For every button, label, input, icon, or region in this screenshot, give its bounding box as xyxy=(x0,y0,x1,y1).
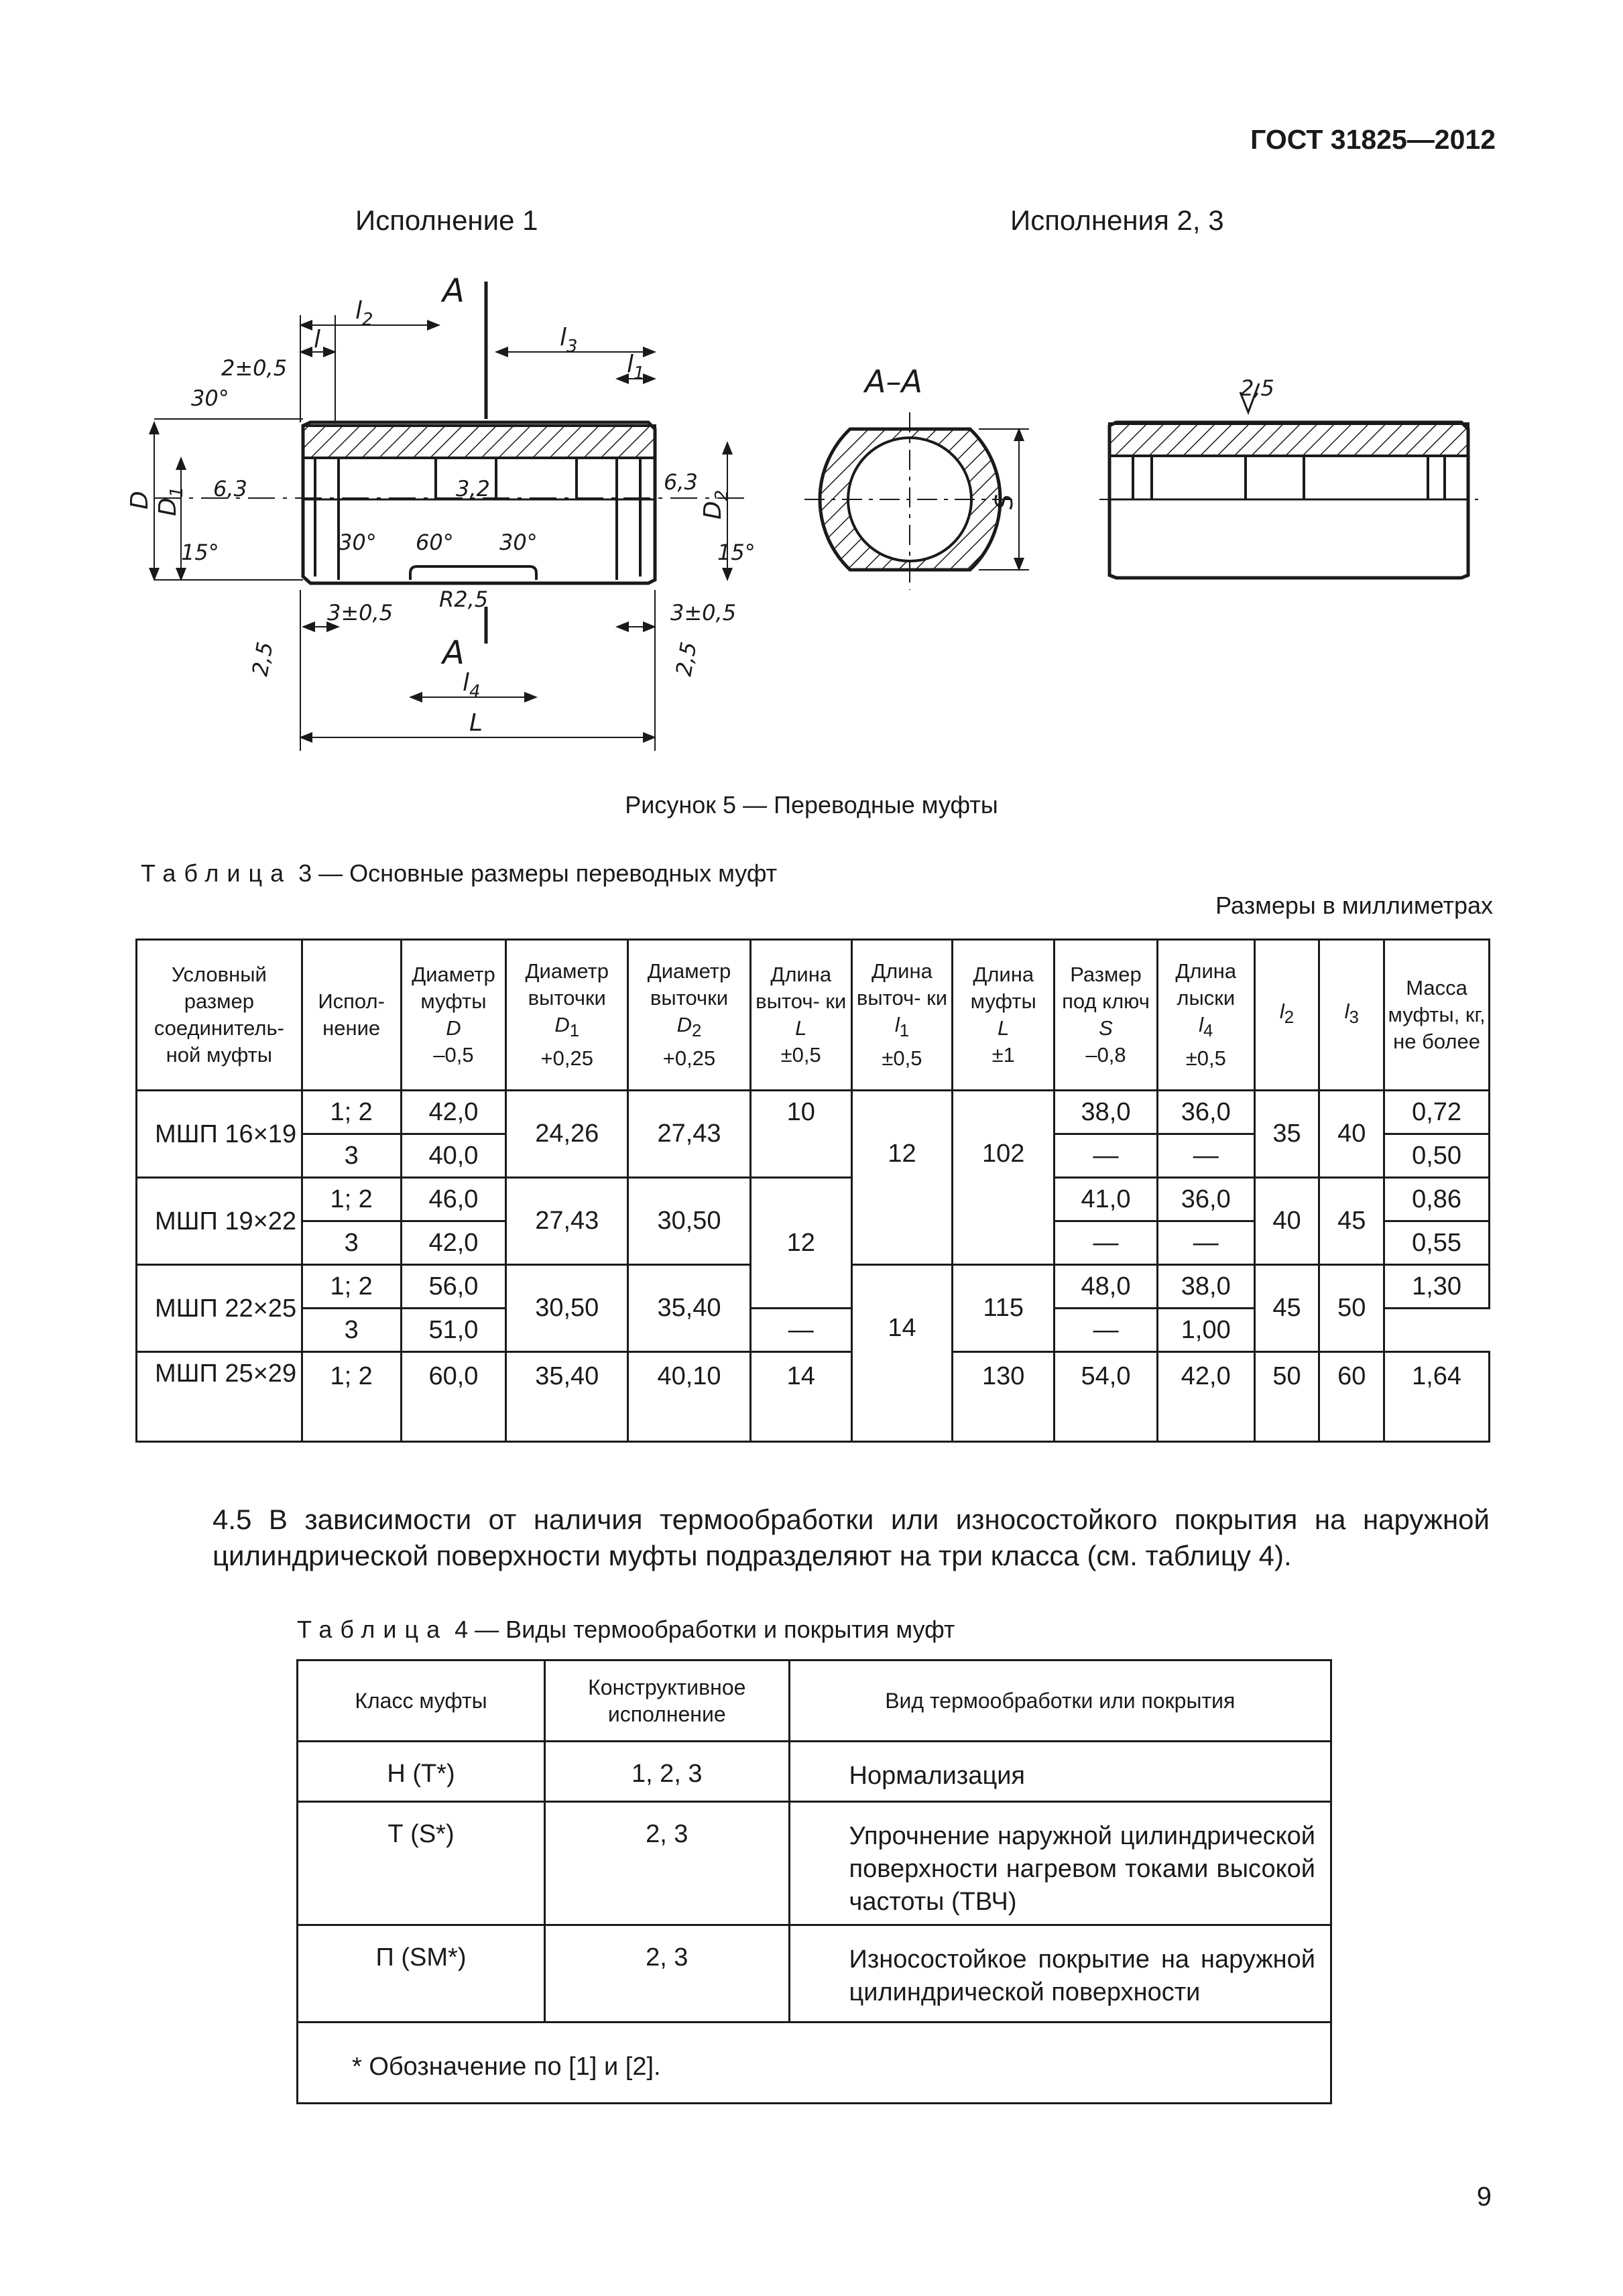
mass-cell: 1,30 xyxy=(1384,1265,1490,1309)
th-size: Условный размер соединитель- ной муфты xyxy=(137,940,302,1091)
variant-1-drawing xyxy=(154,282,751,751)
dim-l3: $l_3$ xyxy=(560,324,578,357)
roughness-32: 3,2 xyxy=(456,476,490,501)
th-lv: Длина выточ- ки L ±0,5 xyxy=(750,940,851,1091)
th-l2: $l_2$ xyxy=(1254,940,1319,1091)
th-l3: $l_3$ xyxy=(1319,940,1384,1091)
l4-cell: — xyxy=(1157,1221,1254,1265)
lv-cell: 14 xyxy=(750,1352,851,1442)
s-cell: 54,0 xyxy=(1055,1352,1158,1442)
size-cell: МШП 16×19 xyxy=(137,1091,302,1178)
len-cell: 102 xyxy=(953,1091,1055,1265)
dim-radius: R2,5 xyxy=(439,587,489,612)
d2-cell: 30,50 xyxy=(628,1178,751,1265)
l4-cell: 36,0 xyxy=(1157,1091,1254,1134)
roughness-25-top: 2,5 xyxy=(1240,375,1274,401)
l4-cell: — xyxy=(1055,1309,1158,1352)
dim-L: L xyxy=(469,709,483,737)
th-kind: Вид термообработки или покрытия xyxy=(789,1660,1331,1742)
lv-cell: 12 xyxy=(750,1178,851,1309)
kind-cell: Износостойкое покрытие на наружной цилиндрической поверхности xyxy=(789,1925,1331,2022)
class-cell: Н (T*) xyxy=(298,1742,545,1802)
d2-cell: 35,40 xyxy=(628,1265,751,1352)
table4-footnote-row xyxy=(298,2022,1331,2104)
th-class: Класс муфты xyxy=(298,1660,545,1742)
dim-angle-30-b: 30° xyxy=(499,530,538,555)
table3-units: Размеры в миллиметрах xyxy=(1215,892,1493,919)
section-label: А–А xyxy=(865,363,922,400)
d1-cell: 24,26 xyxy=(506,1091,628,1178)
d-cell: 60,0 xyxy=(401,1352,506,1442)
th-l4: Длина лыски $l_4$ ±0,5 xyxy=(1157,940,1254,1091)
s-cell: — xyxy=(1055,1221,1158,1265)
l4-cell: 36,0 xyxy=(1157,1178,1254,1221)
dim-D1: $D_1$ xyxy=(154,486,187,516)
len-cell: 130 xyxy=(953,1352,1055,1442)
th-mass: Масса муфты, кг, не более xyxy=(1384,940,1490,1091)
d1-cell: 35,40 xyxy=(506,1352,628,1442)
d2-cell: 40,10 xyxy=(628,1352,751,1442)
paragraph-4-5: 4.5 В зависимости от наличия термообработки или износостойкого покрытия на наружной цилиндрической поверхности муфты подразделяют на три класса (см. таблицу 4). xyxy=(213,1504,1490,1571)
l2-cell: 45 xyxy=(1254,1265,1319,1352)
top-wall-hatch xyxy=(303,426,655,458)
dim-angle-15-right: 15° xyxy=(717,540,756,565)
roughness-25-left: 2,5 xyxy=(247,640,278,678)
th-d1: Диаметр выточки $D_1$ +0,25 xyxy=(506,940,628,1091)
d1-cell: 27,43 xyxy=(506,1178,628,1265)
th-d: Диаметр муфты D –0,5 xyxy=(401,940,506,1091)
s-cell: — xyxy=(750,1309,851,1352)
class-cell: Т (S*) xyxy=(298,1802,545,1925)
l2-cell: 50 xyxy=(1254,1352,1319,1442)
table-row xyxy=(137,1352,1490,1442)
s-cell: — xyxy=(1055,1134,1158,1178)
len-cell: 115 xyxy=(953,1265,1055,1352)
roughness-63-left: 6,3 xyxy=(213,476,247,501)
l1-cell: 12 xyxy=(851,1091,953,1265)
d1-cell: 30,50 xyxy=(506,1265,628,1352)
l4-cell: 42,0 xyxy=(1157,1352,1254,1442)
dim-l4: $l_4$ xyxy=(463,669,481,702)
l3-cell: 60 xyxy=(1319,1352,1384,1442)
design-cell: 1, 2, 3 xyxy=(545,1742,790,1802)
design-cell: 2, 3 xyxy=(545,1925,790,2022)
mass-cell: 0,86 xyxy=(1384,1178,1490,1221)
dim-l2: $l_2$ xyxy=(355,297,373,330)
dim-len3-left: 3±0,5 xyxy=(327,600,394,625)
table-row xyxy=(298,1742,1331,1802)
variant-cell: 3 xyxy=(302,1221,401,1265)
design-cell: 2, 3 xyxy=(545,1802,790,1925)
section-mark-top: А xyxy=(442,272,465,310)
th-variant: Испол- нение xyxy=(302,940,401,1091)
variant-2-3-label: Исполнения 2, 3 xyxy=(1010,204,1224,236)
dim-angle-30-left: 30° xyxy=(191,385,229,411)
dim-l1: $l_1$ xyxy=(627,351,645,383)
table-row xyxy=(137,1091,1490,1134)
d-cell: 51,0 xyxy=(401,1309,506,1352)
variant-cell: 1; 2 xyxy=(302,1352,401,1442)
d-cell: 46,0 xyxy=(401,1178,506,1221)
d-cell: 56,0 xyxy=(401,1265,506,1309)
variant-cell: 1; 2 xyxy=(302,1265,401,1309)
variant-1-label: Исполнение 1 xyxy=(355,204,538,236)
l4-cell: — xyxy=(1157,1134,1254,1178)
dim-D: D xyxy=(126,491,154,509)
s-cell: 38,0 xyxy=(1055,1091,1158,1134)
dim-angle-15-left: 15° xyxy=(181,540,219,565)
dim-S: S xyxy=(991,494,1018,509)
kind-cell: Нормализация xyxy=(789,1742,1331,1802)
footnote: * Обозначение по [1] и [2]. xyxy=(298,2022,1331,2104)
mass-cell: 1,00 xyxy=(1157,1309,1254,1352)
l3-cell: 45 xyxy=(1319,1178,1384,1265)
table3 xyxy=(135,939,1490,1443)
l1-cell: 14 xyxy=(851,1265,953,1442)
section-mark-bottom: А xyxy=(442,634,465,672)
variant-cell: 1; 2 xyxy=(302,1178,401,1221)
table4-header-row xyxy=(298,1660,1331,1742)
s-cell: 41,0 xyxy=(1055,1178,1158,1221)
mass-cell: 0,72 xyxy=(1384,1091,1490,1134)
l3-cell: 50 xyxy=(1319,1265,1384,1352)
mass-cell: 0,55 xyxy=(1384,1221,1490,1265)
roughness-25-right: 2,5 xyxy=(670,640,702,678)
lv-cell: 10 xyxy=(750,1091,851,1178)
variant-cell: 3 xyxy=(302,1309,401,1352)
page-number: 9 xyxy=(1476,2182,1492,2212)
mass-cell: 1,64 xyxy=(1384,1352,1490,1442)
technical-drawing xyxy=(0,255,1623,778)
mass-cell: 0,50 xyxy=(1384,1134,1490,1178)
l3-cell: 40 xyxy=(1319,1091,1384,1178)
size-cell: МШП 25×29 xyxy=(137,1352,302,1442)
dim-l: l xyxy=(314,326,321,353)
size-cell: МШП 22×25 xyxy=(137,1265,302,1352)
th-s: Размер под ключ S –0,8 xyxy=(1055,940,1158,1091)
dim-len3-right: 3±0,5 xyxy=(670,600,737,625)
class-cell: П (SM*) xyxy=(298,1925,545,2022)
th-l1: Длина выточ- ки $l_1$ ±0,5 xyxy=(851,940,953,1091)
l2-cell: 35 xyxy=(1254,1091,1319,1178)
dim-angle-30-a: 30° xyxy=(339,530,377,555)
d-cell: 42,0 xyxy=(401,1221,506,1265)
figure-caption: Рисунок 5 — Переводные муфты xyxy=(625,791,998,819)
table3-header-row xyxy=(137,940,1490,1091)
variant-cell: 3 xyxy=(302,1134,401,1178)
table4-title: Таблица 4 — Виды термообработки и покрытия муфт xyxy=(297,1616,955,1643)
table-row xyxy=(137,1178,1490,1221)
l4-cell: 38,0 xyxy=(1157,1265,1254,1309)
l2-cell: 40 xyxy=(1254,1178,1319,1265)
dim-chamfer: 2±0,5 xyxy=(221,355,288,381)
th-len: Длина муфты L ±1 xyxy=(953,940,1055,1091)
table-row xyxy=(298,1925,1331,2022)
d2-cell: 27,43 xyxy=(628,1091,751,1178)
th-d2: Диаметр выточки $D_2$ +0,25 xyxy=(628,940,751,1091)
variant-cell: 1; 2 xyxy=(302,1091,401,1134)
size-cell: МШП 19×22 xyxy=(137,1178,302,1265)
standard-header: ГОСТ 31825—2012 xyxy=(1250,124,1496,155)
kind-cell: Упрочнение наружной цилиндрической поверхности нагревом токами высокой частоты (ТВЧ) xyxy=(789,1802,1331,1925)
section-view xyxy=(804,363,1029,590)
table-row xyxy=(298,1802,1331,1925)
dim-D2: $D_2$ xyxy=(699,489,732,520)
th-design: Конструктивное исполнение xyxy=(545,1660,790,1742)
d-cell: 42,0 xyxy=(401,1091,506,1134)
d-cell: 40,0 xyxy=(401,1134,506,1178)
table3-title: Таблица 3 — Основные размеры переводных муфт xyxy=(141,859,778,887)
roughness-63-right: 6,3 xyxy=(664,469,698,495)
dim-angle-60: 60° xyxy=(416,530,454,555)
s-cell: 48,0 xyxy=(1055,1265,1158,1309)
table4 xyxy=(296,1659,1332,2104)
variant-2-3-drawing xyxy=(1099,375,1478,578)
